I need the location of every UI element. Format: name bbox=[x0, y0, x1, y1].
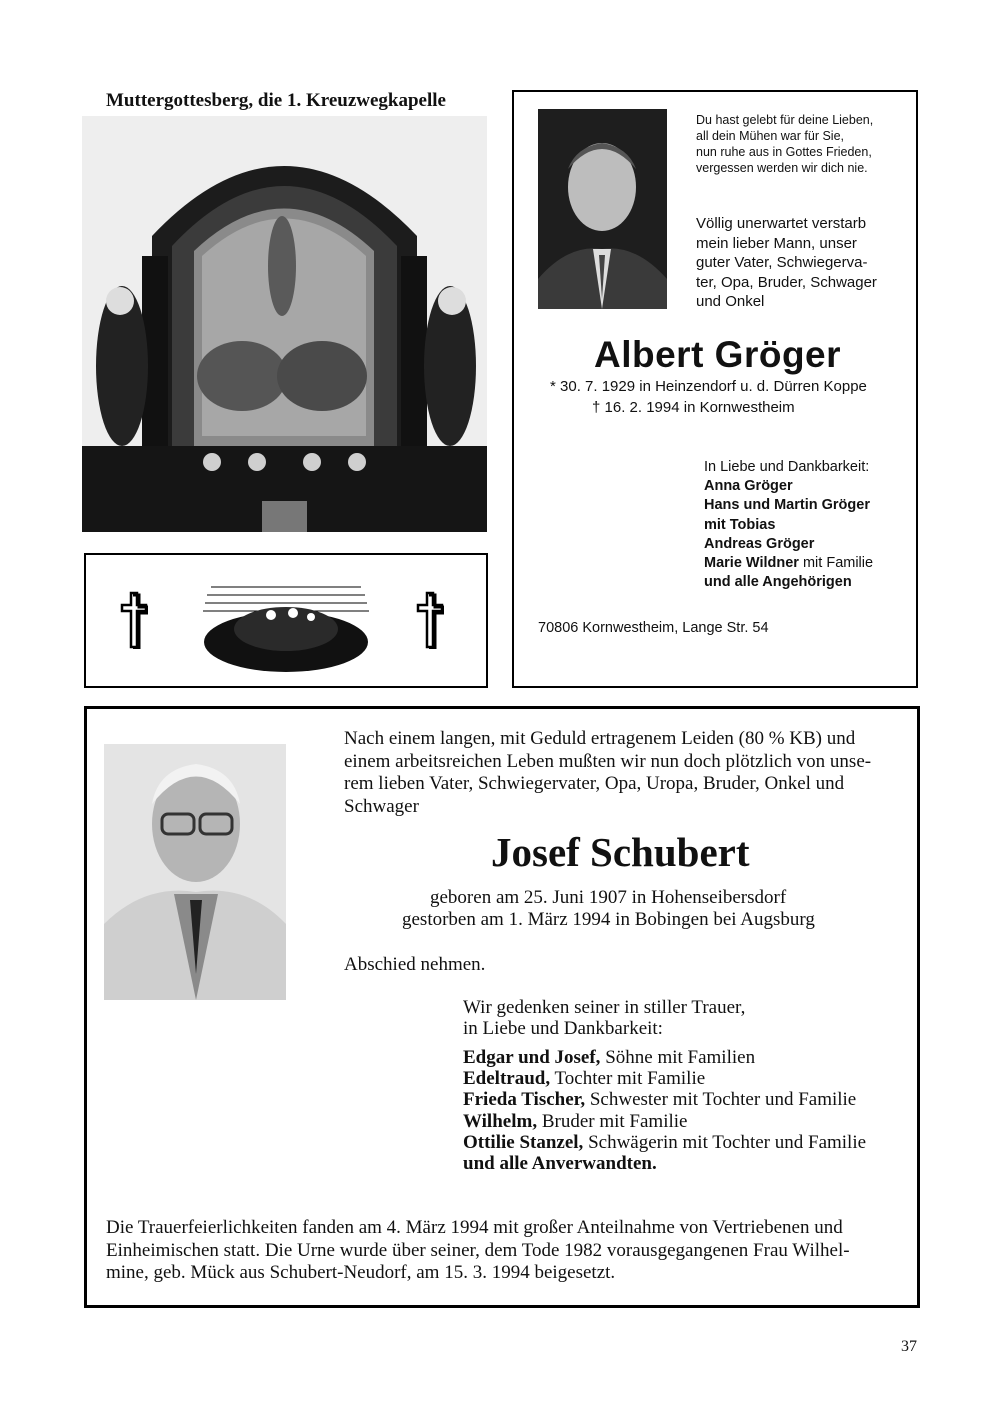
mourner-name: Ottilie Stanzel, bbox=[463, 1131, 584, 1153]
albert-address: 70806 Kornwestheim, Lange Str. 54 bbox=[538, 620, 769, 636]
intro-line: einem arbeitsreichen Leben mußten wir nun doch plötzlich von unse- bbox=[344, 750, 872, 772]
mourner-name: Hans und Martin Gröger bbox=[704, 497, 870, 514]
albert-mourners-list bbox=[704, 458, 873, 592]
verse-line: all dein Mühen war für Sie, bbox=[696, 129, 844, 143]
verse-line: vergessen werden wir dich nie. bbox=[696, 161, 868, 175]
intro-line: ter, Opa, Bruder, Schwager bbox=[696, 273, 877, 291]
intro-line: Schwager bbox=[344, 795, 419, 817]
grave-mound-illustration bbox=[201, 567, 371, 675]
mourner-entry bbox=[704, 516, 873, 535]
page-number: 37 bbox=[901, 1338, 917, 1355]
josef-mourners-list bbox=[463, 1047, 866, 1174]
mourner-name: Edgar und Josef, bbox=[463, 1047, 601, 1068]
mourner-name: Frieda Tischer, bbox=[463, 1089, 586, 1111]
mourner-name: Anna Gröger bbox=[704, 478, 793, 495]
mourner-entry bbox=[704, 477, 873, 496]
intro-line: Nach einem langen, mit Geduld ertragenem Leiden (80 % KB) und bbox=[344, 728, 856, 749]
mourner-relation: mit Familie bbox=[798, 555, 874, 572]
chapel-caption: Muttergottesberg, die 1. Kreuzwegkapelle bbox=[106, 90, 446, 111]
albert-death-date: † 16. 2. 1994 in Kornwestheim bbox=[592, 399, 795, 416]
mourner-name: Andreas Gröger bbox=[704, 535, 815, 552]
josef-name: Josef Schubert bbox=[491, 829, 750, 875]
albert-birth-date: * 30. 7. 1929 in Heinzendorf u. d. Dürren Koppe bbox=[550, 378, 867, 395]
josef-funeral-note bbox=[106, 1217, 891, 1285]
verse-line: nun ruhe aus in Gottes Frieden, bbox=[696, 145, 872, 159]
mourner-name: Wilhelm, bbox=[463, 1110, 538, 1132]
intro-line: mein lieber Mann, unser bbox=[696, 234, 857, 252]
mourner-entry bbox=[463, 1153, 866, 1174]
josef-intro-text bbox=[344, 728, 891, 818]
mourner-name: und alle Anverwandten. bbox=[463, 1153, 657, 1175]
memory-line: in Liebe und Dankbarkeit: bbox=[463, 1018, 663, 1039]
mourner-entry bbox=[463, 1047, 866, 1068]
josef-memory-text bbox=[463, 997, 745, 1039]
intro-line: rem lieben Vater, Schwiegervater, Opa, Uropa, Bruder, Onkel und bbox=[344, 773, 845, 794]
mourner-name: und alle Angehörigen bbox=[704, 574, 852, 591]
mourner-relation: Bruder mit Familie bbox=[537, 1110, 688, 1132]
mourner-entry bbox=[704, 535, 873, 554]
mourner-entry bbox=[463, 1111, 866, 1132]
left-cross-icon bbox=[120, 591, 148, 649]
mourner-name: mit Tobias bbox=[704, 516, 776, 533]
right-cross-icon bbox=[416, 591, 444, 649]
mourner-entry bbox=[463, 1089, 866, 1110]
mourner-relation: Schwägerin mit Tochter und Familie bbox=[583, 1131, 867, 1153]
memory-line: Wir gedenken seiner in stiller Trauer, bbox=[463, 997, 746, 1018]
josef-death-date: gestorben am 1. März 1994 in Bobingen bei Augsburg bbox=[402, 909, 815, 930]
chapel-altar-photo bbox=[82, 116, 487, 532]
mourner-relation: Schwester mit Tochter und Familie bbox=[585, 1089, 857, 1111]
intro-line: guter Vater, Schwiegerva- bbox=[696, 254, 868, 271]
mourner-entry bbox=[704, 573, 873, 592]
mourner-entry bbox=[463, 1068, 866, 1089]
albert-verse bbox=[696, 112, 896, 176]
footer-line: Einheimischen statt. Die Urne wurde über seiner, dem Tode 1982 vorausgegangenen Frau Wilhel- bbox=[106, 1239, 850, 1261]
intro-line: Völlig unerwartet verstarb bbox=[696, 215, 867, 232]
verse-line: Du hast gelebt für deine Lieben, bbox=[696, 113, 874, 127]
mourner-entry bbox=[704, 554, 873, 573]
mourner-entry bbox=[704, 496, 873, 515]
cross-vignette-box bbox=[84, 553, 488, 688]
josef-portrait-photo bbox=[104, 744, 286, 1000]
josef-birth-date: geboren am 25. Juni 1907 in Hohenseibersdorf bbox=[430, 887, 787, 908]
footer-line: mine, geb. Mück aus Schubert-Neudorf, am 15. 3. 1994 beigesetzt. bbox=[106, 1262, 616, 1283]
josef-farewell: Abschied nehmen. bbox=[344, 954, 486, 975]
mourner-name: Marie Wildner bbox=[704, 555, 799, 572]
albert-portrait-photo bbox=[538, 109, 667, 309]
mourners-heading: In Liebe und Dankbarkeit: bbox=[704, 459, 870, 475]
mourner-name: Edeltraud, bbox=[463, 1068, 551, 1090]
intro-line: und Onkel bbox=[696, 293, 765, 310]
mourner-entry bbox=[463, 1132, 866, 1153]
albert-name: Albert Gröger bbox=[594, 334, 842, 375]
mourner-relation: Söhne mit Familien bbox=[600, 1047, 756, 1068]
albert-intro-text bbox=[696, 214, 894, 312]
mourner-relation: Tochter mit Familie bbox=[550, 1068, 706, 1090]
footer-line: Die Trauerfeierlichkeiten fanden am 4. März 1994 mit großer Anteilnahme von Vertriebenen und bbox=[106, 1217, 843, 1238]
